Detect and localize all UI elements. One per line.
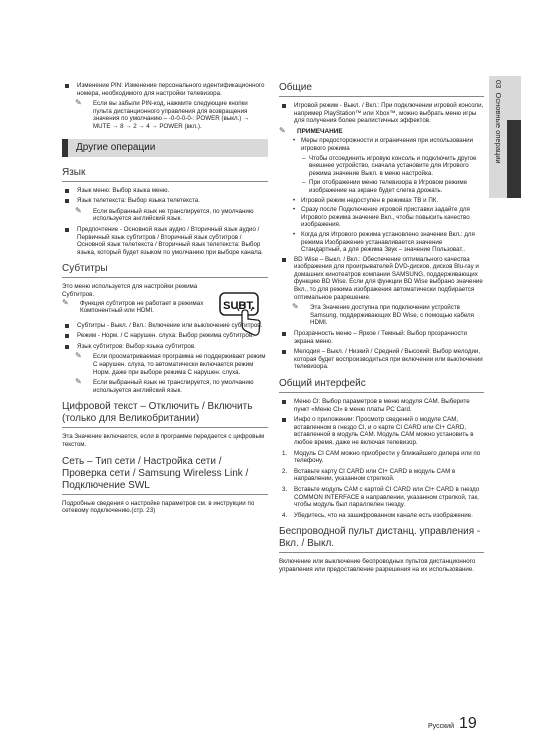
note-pencil-icon: ✎ — [75, 205, 82, 215]
app-info-item: Инфо о приложении: Просмотр сведений о модуле CAM, вставленном в гнездо CI, и о карте CI CARD или CI+ CARD, вставленной в модуль CAM. Модуль CAM можно установить в любое время, даже не включая телевизор. — [279, 416, 484, 446]
subt-button-label: SUBT. — [223, 300, 255, 313]
page-number: 19 — [459, 715, 477, 732]
bd-wise-note: ✎ Эта Значение доступна при подключении устройств Samsung, поддерживающих BD Wise, с помощью кабеля HDMI. — [292, 302, 475, 327]
pin-reset-note: ✎ Если вы забыли PIN-код, нажмите следующие кнопки пульта дистанционного управления для возвращения значения по умолчанию – -0-0-0-0-: POWER (выкл.) → MUTE → 8 → 2 → 4 → POWER (вкл.). — [75, 98, 250, 130]
subtitles-intro-block — [62, 283, 268, 314]
subtitles-note: ✎ Функция субтитров не работает в режимах Компонентный или HDMI. — [62, 297, 204, 315]
language-section-title: Язык — [62, 167, 268, 182]
note-pencil-icon: ✎ — [292, 302, 299, 312]
ci-step-2: 2. Вставьте карту CI CARD или CI+ CARD в модуль CAM в направлении, указанном стрелкой. — [282, 467, 456, 483]
footer-language: Русский — [428, 723, 454, 730]
game-note-unavailable: • Игровой режим недоступен в режимах ТВ и ПК. — [279, 197, 484, 205]
subtitles-section-title: Субтитры — [62, 263, 268, 278]
network-desc: Подробные сведения о настройке параметров см. в инструкции по сетевому подключению.(стр. 23) — [62, 499, 255, 515]
note-pencil-icon: ✎ — [279, 125, 286, 135]
right-column — [279, 82, 484, 574]
digital-text-title: Цифровой текст – Отключить / Включить (только для Великобритании) — [62, 401, 268, 428]
preference-item: Предпочтение - Основной язык аудио / Вторичный язык аудио / Первичный язык субтитров / Вторичный язык субтитров / Основной язык телетекста / Вторичный язык телетекста: Выбор языка, который будет языком по умолчанию при выборе канала. — [62, 226, 268, 256]
menu-language-item: Язык меню: Выбор языка меню. — [62, 187, 268, 195]
wireless-remote-title: Беспроводной пульт дистанц. управления - Вкл. / Выкл. — [279, 526, 484, 553]
digital-text-desc: Эта Значение включается, если в программе передается с цифровым текстом. — [62, 433, 265, 449]
subtitles-toggle-item: Субтитры - Выкл. / Вкл.: Включение или выключение субтитров. — [62, 322, 268, 330]
note-pencil-icon: ✎ — [75, 98, 82, 108]
chapter-label: 03 Основные операции — [494, 80, 503, 164]
teletext-language-item: Язык телетекста: Выбор языка телетекста. — [62, 197, 268, 205]
general-section-title: Общие — [279, 82, 484, 97]
menu-transparency-item: Прозрачность меню – Яркое / Темный: Выбор прозрачности экрана меню. — [279, 330, 484, 345]
pin-change-item: Изменение PIN: Изменение персонального идентификационного номера, необходимого для настройки телевизора. — [62, 82, 268, 97]
chapter-tab-marker — [507, 120, 521, 198]
ci-step-3: 3. Вставьте модуль CAM с картой CI CARD или CI+ CARD в гнездо COMMON INTERFACE в направлении, указанном стрелкой, так, чтобы модуль был параллелен гнезду. — [282, 485, 480, 509]
melody-item: Мелодия – Выкл. / Низкий / Средний / Высокий: Выбор мелодии, которая будет воспроизводиться при включении или выключении телевизора. — [279, 348, 484, 371]
ci-step-1: 1. Модуль CI CAM можно приобрести у ближайшего дилера или по телефону. — [282, 449, 481, 465]
other-operations-header: Другие операции — [62, 139, 268, 157]
wireless-remote-desc: Включение или выключение беспроводных пультов дистанционного управления или предоставление разрешения на их использование. — [279, 558, 476, 573]
subtitles-intro: Это меню используется для настройки режима Субтитров. — [62, 283, 198, 298]
game-note-precautions: • Меры предосторожности и ограничения при использовании игрового режима — [279, 137, 484, 152]
network-title: Сеть – Тип сети / Настройка сети / Проверка сети / Samsung Wireless Link / Подключение SWL — [62, 456, 268, 495]
subtitles-language-item: Язык субтитров: Выбор языка субтитров. — [62, 343, 268, 351]
game-mode-item: Игровой режим - Выкл. / Вкл.: При подключении игровой консоли, например PlayStation™ или Xbox™, можно выбрать меню игры для получения более реалистичных эффектов. — [279, 102, 484, 125]
ci-step-4: 4. Убедитесь, что на зашифрованном канале есть изображение. — [282, 511, 473, 519]
game-note-dash-2: – При отображении меню телевизора в Игровом режиме изображение на экране будет слегка дрожать. — [279, 179, 484, 194]
note-pencil-icon: ✎ — [75, 351, 82, 361]
game-note-connect: • Сразу после Подключение игровой приставки задайте для Игрового режима значение Вкл., чтобы повысить качество изображения. — [279, 206, 484, 229]
subtitles-mode-item: Режим - Норм. / С нарушен. слуха: Выбор режима субтитров. — [62, 332, 268, 340]
common-interface-title: Общий интерфейс — [279, 378, 484, 393]
bd-wise-item: BD Wise – Выкл. / Вкл.: Обеспечение оптимального качества изображения для проигрывателей DVD-дисков, дисков Blu-ray и домашних кинотеатров компании SAMSUNG, поддерживающих функцию BD Wise. Если для функции BD Wise выбрано значение Вкл., то для режима изображения автоматически подбирается оптимальное разрешение. — [279, 256, 484, 302]
subtitles-language-note: ✎ Если выбранный язык не транслируется, по умолчанию используется английский язык. — [75, 377, 254, 394]
ci-menu-item: Меню CI: Выбор параметров в меню модуля CAM. Выберите пункт «Меню CI» в меню платы PC Card. — [279, 398, 484, 413]
game-note-settings: • Когда для Игрового режима установлено значение Вкл.: для режима Изображение устанавливается значение Стандартный, а для режима Звук – значение Пользоват.. — [279, 231, 484, 254]
note-pencil-icon: ✎ — [62, 297, 69, 307]
note-pencil-icon: ✎ — [75, 377, 82, 387]
game-note-dash-1: – Чтобы отсоединить игровую консоль и подключить другое внешнее устройство, сначала установите для Игрового режима значение Выкл. в меню настройка. — [279, 155, 484, 178]
note-label: ✎ ПРИМЕЧАНИЕ — [279, 125, 343, 135]
language-note: ✎ Если выбранный язык не транслируется, по умолчанию используется английский язык. — [75, 205, 254, 223]
left-column — [62, 82, 268, 515]
subtitles-hearing-note: ✎ Если просматриваемая программа не поддерживает режим С нарушен. слуха, то автоматически включается режим Норм. даже при выборе режима С нарушен. слуха. — [75, 351, 266, 376]
